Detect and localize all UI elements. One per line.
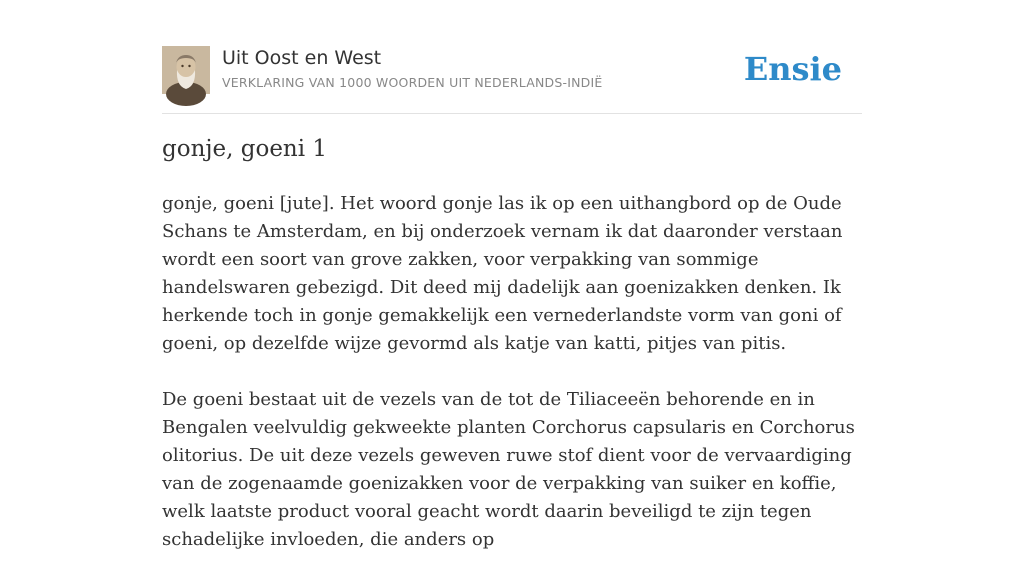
entry-title: gonje, goeni 1 bbox=[162, 136, 328, 162]
author-avatar[interactable] bbox=[162, 46, 210, 94]
site-subtitle: VERKLARING VAN 1000 WOORDEN UIT NEDERLANDS-INDIË bbox=[222, 75, 603, 90]
entry-paragraph: gonje, goeni [jute]. Het woord gonje las ik op een uithangbord op de Oude Schans te Amsterdam, en bij onderzoek vernam ik dat daaronder verstaan wordt een soort van grove zakken, voor verpakking van sommige handelswaren gebezigd. Dit deed mij dadelijk aan goenizakken denken. Ik herkende toch in gonje gemakkelijk een vernederlandste vorm van goni of goeni, op dezelfde wijze gevormd als katje van katti, pitjes van pitis. bbox=[162, 193, 843, 354]
brand-logo[interactable]: Ensie bbox=[743, 50, 842, 88]
site-title[interactable]: Uit Oost en West bbox=[222, 47, 382, 69]
author-portrait-icon bbox=[162, 46, 210, 94]
header-divider bbox=[162, 113, 862, 114]
entry-body bbox=[162, 190, 864, 582]
site-header bbox=[162, 46, 862, 96]
entry-paragraph: De goeni bestaat uit de vezels van de tot de Tiliaceeën behorende en in Bengalen veelvuldig gekweekte planten Corchorus capsularis en Corchorus olitorius. De uit deze vezels geweven ruwe stof dient voor de vervaardiging van de zogenaamde goenizakken voor de verpakking van suiker en koffie, welk laatste product vooral geacht wordt daarin beveiligd te zijn tegen schadelijke invloeden, die anders op bbox=[162, 389, 855, 550]
